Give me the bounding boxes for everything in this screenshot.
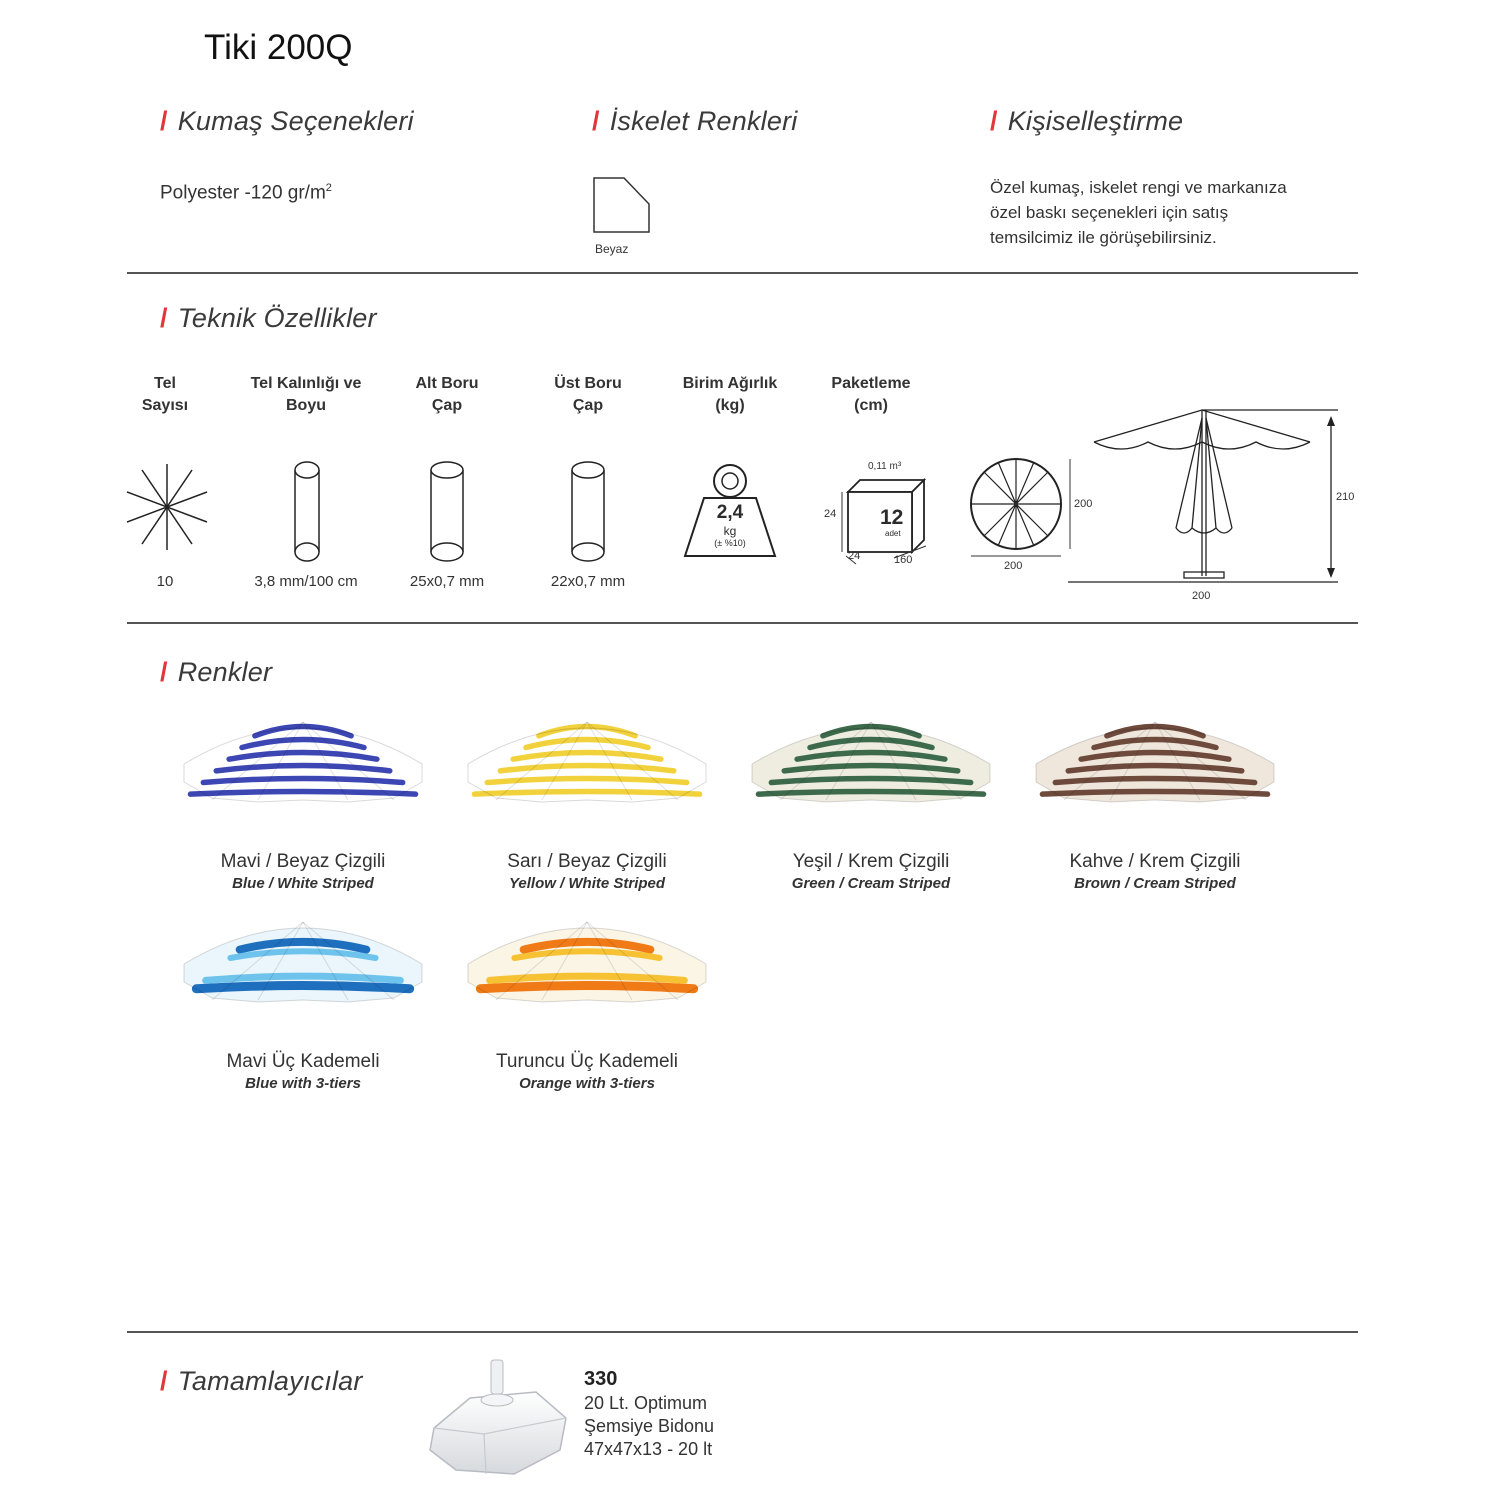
accessory-code: 330	[584, 1368, 618, 1390]
umbrella-subtitle: Green / Cream Striped	[791, 875, 951, 892]
customization-line: Özel kumaş, iskelet rengi ve markanıza	[990, 178, 1287, 197]
top-view-dim-side: 200	[1074, 498, 1093, 510]
package-volume: 0,11 m³	[868, 461, 902, 472]
umbrella-name: Yeşil / Krem Çizgili	[792, 851, 950, 872]
accessory-line: Şemsiye Bidonu	[584, 1416, 715, 1436]
heading-slash: /	[160, 303, 168, 333]
umbrella-name: Mavi / Beyaz Çizgili	[220, 851, 386, 872]
spec-label-line: Çap	[431, 397, 463, 414]
package-dim-depth: 24	[848, 550, 861, 562]
spec-label-line: Tel Kalınlığı ve	[250, 375, 362, 392]
package-icon	[822, 458, 934, 568]
customization-line: özel baskı seçenekleri için satış	[990, 203, 1229, 222]
accessory-line: 20 Lt. Optimum	[584, 1393, 708, 1413]
umbrella-orange-3-tier-icon	[466, 912, 708, 1004]
umbrella-blue-3-tier-icon	[182, 912, 424, 1004]
accessory-description	[584, 1392, 714, 1461]
heading-slash: /	[160, 106, 168, 136]
frame-swatch-white	[592, 176, 652, 234]
spec-label-line: Üst Boru	[554, 375, 622, 392]
heading-frame-colors	[592, 106, 797, 137]
spec-value-rib-count: 10	[156, 573, 174, 590]
package-dim-length: 160	[894, 554, 913, 566]
side-view-dim-height: 210	[1336, 491, 1355, 503]
lower-pole-icon	[428, 460, 466, 564]
frame-swatch-label: Beyaz	[595, 242, 629, 256]
canopy-stripe	[758, 792, 983, 795]
spec-label-packaging	[801, 373, 941, 417]
spec-label-line: (kg)	[715, 397, 745, 414]
heading-slash: /	[160, 1366, 168, 1396]
umbrella-brown-cream-striped-icon	[1034, 712, 1276, 804]
spec-label-line: Sayısı	[141, 397, 189, 414]
heading-colors	[160, 657, 272, 688]
weight-value: 2,4	[716, 502, 744, 523]
customization-text	[990, 175, 1287, 250]
heading-technical-specs	[160, 303, 377, 334]
spec-label-line: Paketleme	[831, 375, 911, 392]
ribs-icon	[125, 462, 209, 552]
heading-slash: /	[990, 106, 998, 136]
spec-label-line: (cm)	[854, 397, 888, 414]
top-view-dim-bottom: 200	[1004, 560, 1023, 572]
heading-technical-text: Teknik Özellikler	[177, 303, 377, 333]
package-count: 12	[880, 506, 904, 529]
umbrella-subtitle: Blue with 3-tiers	[245, 1075, 361, 1092]
umbrella-subtitle: Yellow / White Striped	[508, 875, 666, 892]
spec-label-unit-weight	[660, 373, 800, 417]
fabric-description	[160, 176, 332, 205]
heading-customization	[990, 106, 1183, 137]
heading-custom-text: Kişiselleştirme	[1007, 106, 1184, 136]
upper-pole-icon	[569, 460, 607, 564]
spec-value-upper-pole: 22x0,7 mm	[550, 573, 626, 590]
spec-label-lower-pole	[377, 373, 517, 417]
package-count-unit: adet	[885, 529, 901, 538]
spec-label-line: Çap	[572, 397, 604, 414]
canopy-stripe	[1042, 792, 1267, 795]
umbrella-name: Sarı / Beyaz Çizgili	[507, 851, 667, 872]
canopy-stripe	[474, 792, 699, 795]
spec-label-line: Tel	[154, 375, 176, 392]
spec-label-line: Birim Ağırlık	[682, 375, 778, 392]
package-box-shape	[822, 458, 934, 568]
customization-line: temsilcimiz ile görüşebilirsiniz.	[990, 228, 1217, 247]
heading-slash: /	[592, 106, 600, 136]
heading-fabric-options	[160, 106, 414, 137]
heading-colors-text: Renkler	[177, 657, 273, 687]
umbrella-name: Mavi Üç Kademeli	[226, 1051, 380, 1072]
heading-frame-text: İskelet Renkleri	[609, 106, 798, 136]
side-view-diagram	[1066, 404, 1366, 606]
divider	[127, 1331, 1358, 1333]
canopy-stripe	[190, 792, 415, 795]
spec-label-upper-pole	[518, 373, 658, 417]
umbrella-base-icon	[424, 1356, 574, 1486]
umbrella-yellow-white-striped-icon	[466, 712, 708, 804]
umbrella-subtitle: Blue / White Striped	[232, 875, 374, 892]
accessory-line: 47x47x13 - 20 lt	[584, 1439, 713, 1459]
heading-slash: /	[160, 657, 168, 687]
spec-value-rib-thickness: 3,8 mm/100 cm	[254, 573, 358, 590]
weight-icon	[682, 462, 778, 560]
spec-label-line: Boyu	[286, 397, 326, 414]
umbrella-name: Turuncu Üç Kademeli	[496, 1051, 678, 1072]
spec-label-line: Alt Boru	[415, 375, 479, 392]
divider	[127, 622, 1358, 624]
umbrella-subtitle: Orange with 3-tiers	[519, 1075, 655, 1092]
spec-label-rib-count	[95, 373, 235, 417]
umbrella-green-cream-striped-icon	[750, 712, 992, 804]
heading-accessories	[160, 1366, 363, 1397]
heading-fabric-text: Kumaş Seçenekleri	[177, 106, 414, 136]
side-view-dim-span: 200	[1192, 590, 1211, 602]
spec-label-rib-thickness	[236, 373, 376, 417]
document-title: Tiki 200Q	[204, 28, 353, 67]
side-view-shape	[1066, 404, 1366, 606]
fabric-text-superscript: 2	[325, 182, 332, 194]
spec-value-lower-pole: 25x0,7 mm	[409, 573, 485, 590]
umbrella-subtitle: Brown / Cream Striped	[1074, 875, 1236, 892]
heading-accessories-text: Tamamlayıcılar	[177, 1366, 363, 1396]
umbrella-blue-white-striped-icon	[182, 712, 424, 804]
umbrella-name: Kahve / Krem Çizgili	[1069, 851, 1241, 872]
divider	[127, 272, 1358, 274]
package-dim-height: 24	[824, 508, 837, 520]
rib-tube-icon	[292, 460, 322, 564]
fabric-text: Polyester -120 gr/m	[160, 182, 326, 204]
weight-tolerance: (± %10)	[714, 538, 746, 548]
weight-unit: kg	[723, 524, 737, 538]
